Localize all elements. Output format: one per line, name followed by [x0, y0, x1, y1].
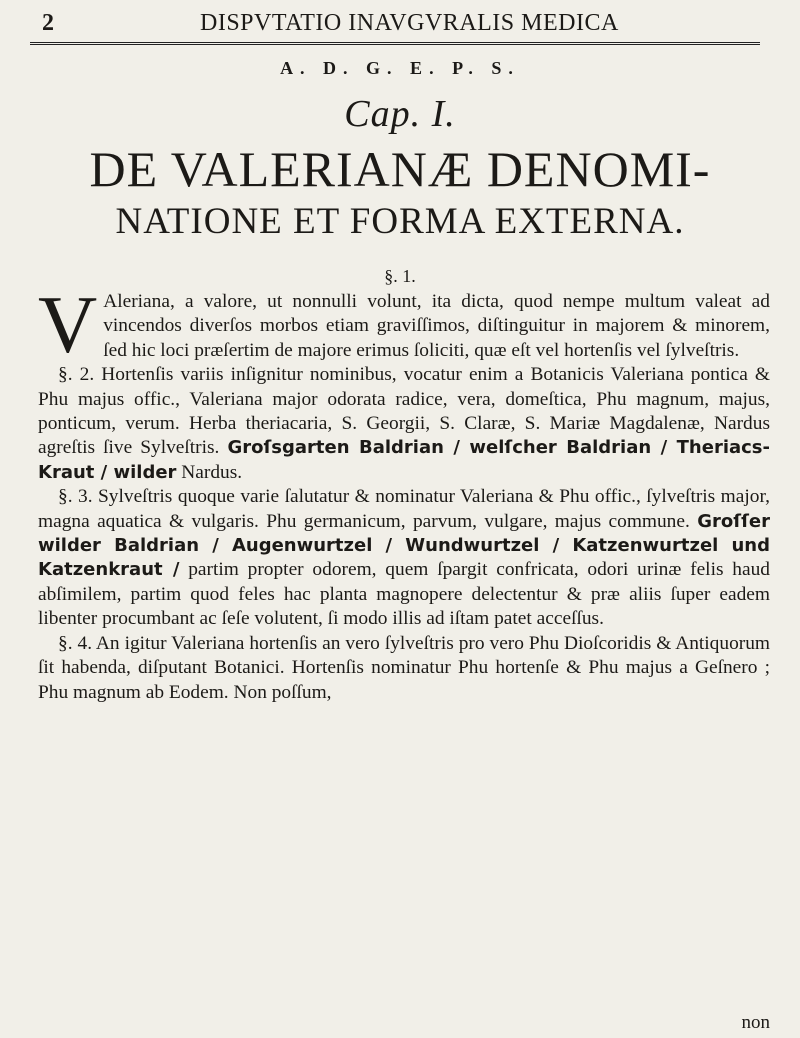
- chapter-heading: Cap. I.: [344, 93, 456, 135]
- paragraph-1: [38, 279, 770, 370]
- running-title: DISPVTATIO INAVGVRALIS MEDICA: [200, 10, 619, 36]
- paragraph-3: [38, 485, 770, 631]
- section-mark: §. 1.: [384, 266, 416, 286]
- paragraph-2-german: Groſsgarten Baldrian / welſcher Baldrian / Theriacs-Kraut / wilder: [38, 437, 770, 483]
- chapter-title-line-2: NATIONE ET FORMA EXTERNA.: [115, 201, 685, 242]
- paragraph-4: [38, 632, 770, 705]
- header-rule: [30, 42, 760, 45]
- chapter-title-line-1: DE VALERIANÆ DENOMI-: [89, 141, 711, 197]
- catchword: non: [741, 1012, 770, 1033]
- drop-cap: V: [38, 279, 98, 370]
- paragraph-2-tail: Nardus.: [181, 461, 243, 483]
- paragraph-3-text-b: partim propter odorem, quem ſpargit confricata, odori urinæ felis haud abſimilem, partim quod feles hac planta magnopere delectentur & præ aliis ſuper eadem libenter procumbant ac ſeſe volutent, ſi modo illis ad iſtam patet acceſſus.: [38, 559, 770, 630]
- paragraph-3-german: Groſſer wilder Baldrian / Augenwurtzel / Wundwurtzel / Katzenwurtzel und Katzenkraut /: [38, 510, 770, 581]
- paragraph-4-text: §. 4. An igitur Valeriana hortenſis an vero ſylveſtris pro vero Phu Dioſcoridis & Antiquorum ſit habenda, diſputant Botanici. Hortenſis nominatur Phu hortenſe & Phu majus a Geſnero ; Phu magnum ab Eodem. Non poſſum,: [38, 632, 770, 703]
- body-text: [38, 279, 770, 705]
- paragraph-3-text-a: §. 3. Sylveſtris quoque varie ſalutatur & nominatur Valeriana & Phu offic., ſylveſtris major, magna aquatica & vulgaris. Phu germanicum, parvum, vulgare, majus commune.: [38, 486, 770, 532]
- running-head: [30, 6, 760, 38]
- paragraph-2-text: §. 2. Hortenſis variis inſignitur nominibus, vocatur enim a Botanicis Valeriana pontica & Phu majus offic., Valeriana major odorata radice, vera, domeſtica, Phu magnum, majus, ponticum, verum. Herba theriacaria, S. Georgii, S. Claræ, S. Mariæ Magdalenæ, Nardus agreſtis ſive Sylveſtris.: [38, 364, 770, 459]
- page-number: 2: [42, 10, 54, 36]
- paragraph-2: [38, 363, 770, 485]
- author-line: A. D. G. E. P. S.: [280, 58, 520, 78]
- paragraph-1-text: Aleriana, a valore, ut nonnulli volunt, ita dicta, quod nempe multum valeat ad vincendos diverſos morbos etiam graviſſimos, diſtinguitur in majorem & minorem, ſed hic loci præſertim de majore erimus ſoliciti, quæ eſt vel hortenſis vel ſylveſtris.: [103, 291, 770, 361]
